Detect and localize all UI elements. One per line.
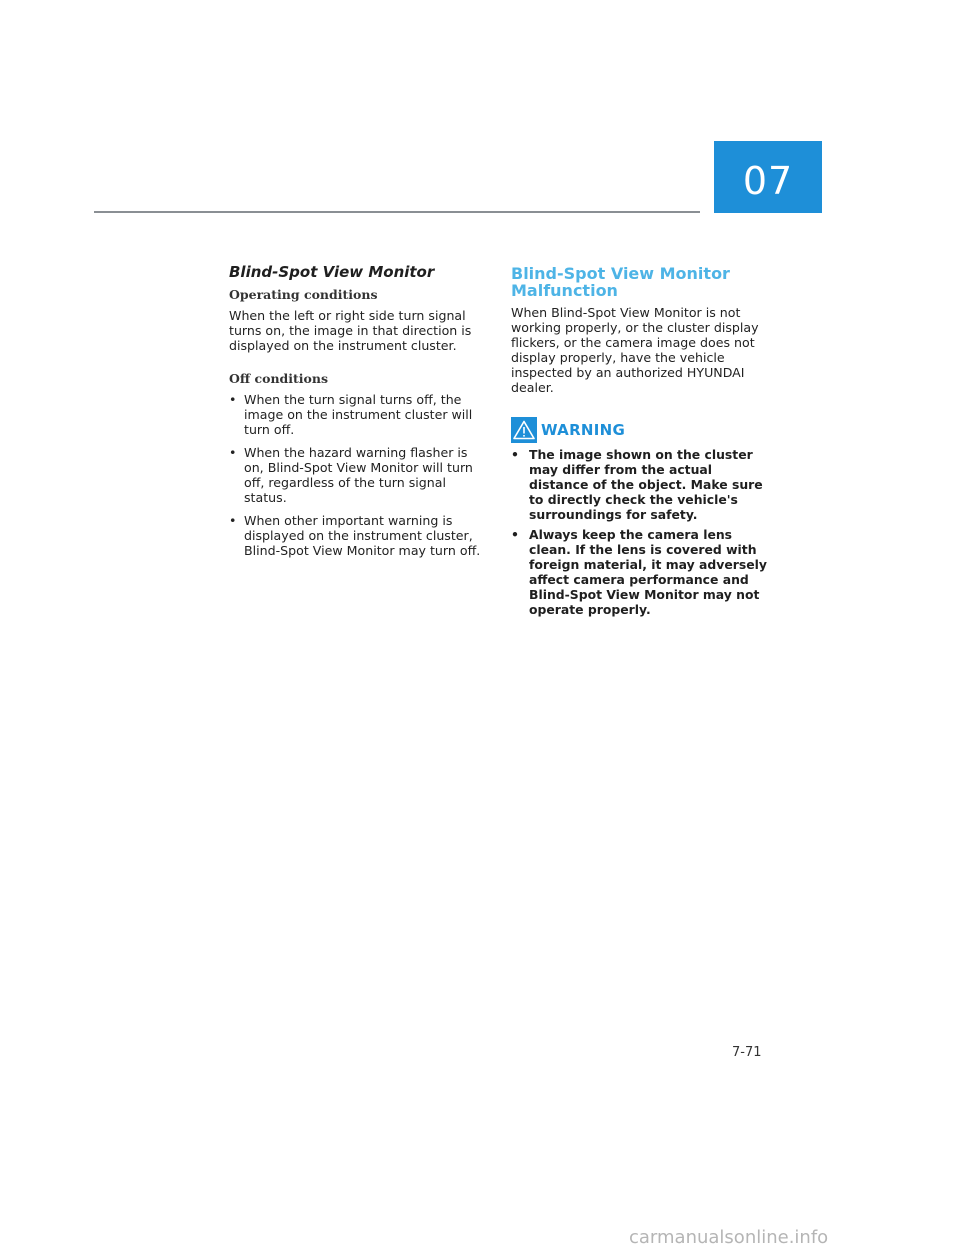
off-conditions-heading: Off conditions	[229, 371, 329, 386]
bullet-icon: •	[229, 513, 237, 528]
warning-label: WARNING	[541, 421, 626, 439]
bullet-icon: •	[229, 445, 237, 460]
watermark: carmanualsonline.info	[629, 1227, 829, 1248]
warning-list	[511, 447, 773, 617]
bullet-icon: •	[511, 447, 519, 462]
list-item-text: The image shown on the cluster may differ from the actual distance of the object. Make sure to directly check the vehicle's surroundings for safety.	[529, 447, 763, 522]
list-item-text: When the turn signal turns off, the image on the instrument cluster will turn off.	[244, 392, 473, 437]
warning-header	[511, 417, 773, 443]
list-item	[229, 392, 485, 437]
list-item	[511, 527, 773, 617]
page-number: 7-71	[732, 1045, 762, 1060]
list-item-text: When the hazard warning flasher is on, Blind-Spot View Monitor will turn off, regardless of the turn signal status.	[244, 445, 473, 505]
section-title-blind-spot-view-monitor: Blind-Spot View Monitor	[229, 263, 435, 281]
off-conditions-list	[229, 392, 485, 558]
left-column	[229, 262, 485, 566]
warning-triangle-icon	[511, 417, 537, 443]
right-column	[511, 265, 773, 622]
chapter-tab	[714, 141, 822, 213]
spacer	[229, 353, 485, 370]
section-title-malfunction: Blind-Spot View Monitor Malfunction	[511, 264, 730, 300]
malfunction-text: When Blind-Spot View Monitor is not working properly, or the cluster display flickers, or the camera image does not display properly, have the vehicle inspected by an authorized HYUNDAI dealer.	[511, 305, 759, 395]
bullet-icon: •	[511, 527, 519, 542]
list-item	[229, 445, 485, 505]
list-item	[511, 447, 773, 522]
chapter-number: 07	[742, 159, 794, 203]
list-item-text: When other important warning is displayed on the instrument cluster, Blind-Spot View Monitor may turn off.	[244, 513, 481, 558]
header-rule	[94, 211, 700, 213]
list-item	[229, 513, 485, 558]
list-item-text: Always keep the camera lens clean. If the lens is covered with foreign material, it may adversely affect camera performance and Blind-Spot View Monitor may not operate properly.	[529, 527, 767, 617]
operating-conditions-heading: Operating conditions	[229, 287, 378, 302]
operating-conditions-text: When the left or right side turn signal turns on, the image in that direction is displayed on the instrument cluster.	[229, 308, 472, 353]
bullet-icon: •	[229, 392, 237, 407]
